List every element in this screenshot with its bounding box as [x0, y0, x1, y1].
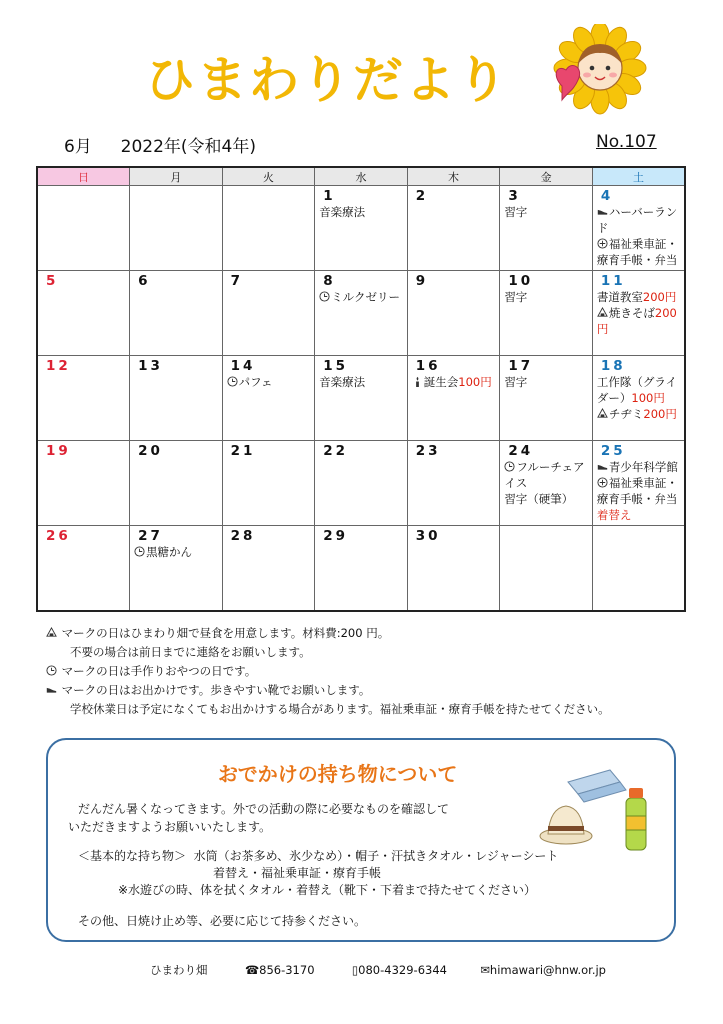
outing-items-illustration-icon: [538, 758, 658, 858]
box-basics: [78, 848, 558, 899]
day-number: 1: [323, 188, 336, 204]
note-lunch-2: [46, 643, 610, 662]
calendar-day-cell: [592, 526, 685, 612]
weekday-header: 水: [315, 167, 408, 186]
calendar-event: [597, 507, 680, 523]
footer-mobile: 080-4329-6344: [358, 963, 447, 977]
clock-icon: [504, 461, 515, 472]
calendar-event: [597, 289, 680, 305]
calendar-week-row: [37, 526, 685, 612]
footer-email: himawari@hnw.or.jp: [489, 963, 606, 977]
day-number: 25: [600, 443, 626, 459]
calendar-event: [319, 289, 403, 305]
footer-phone: 856-3170: [259, 963, 315, 977]
calendar-event: [504, 374, 588, 390]
event-text: フルーチェアイス: [504, 460, 585, 490]
calendar-day-cell: [130, 271, 223, 356]
event-price: 200円: [643, 407, 677, 421]
calendar-day-cell: [315, 356, 408, 441]
calendar-week-row: [37, 271, 685, 356]
day-number: 10: [508, 273, 534, 289]
weekday-header: 月: [130, 167, 223, 186]
day-number: 21: [230, 443, 256, 459]
note-outing-2: [46, 700, 610, 719]
newsletter-title: ひまわりだより: [145, 51, 509, 109]
event-text: ハーバーランド: [596, 205, 678, 235]
day-number: 20: [138, 443, 163, 459]
day-number: 24: [508, 443, 534, 459]
calendar-day-cell: [500, 271, 593, 356]
calendar-event: [597, 459, 680, 475]
calendar-day-cell: [222, 526, 315, 612]
calendar-day-cell: [592, 441, 685, 526]
calendar-day-cell: [315, 271, 408, 356]
mail-icon: ✉: [480, 963, 490, 977]
event-text: 音楽療法: [319, 375, 366, 389]
day-number: 26: [46, 528, 71, 544]
day-number: 5: [46, 273, 59, 289]
calendar-day-cell: [222, 271, 315, 356]
welfare-mark-icon: [597, 238, 608, 249]
day-number: 7: [230, 273, 244, 289]
day-number: 8: [323, 273, 336, 289]
calendar-event: [134, 544, 218, 560]
weekday-header: 日: [37, 167, 130, 186]
basics-line-2: 着替え・福祉乗車証・療育手帳: [213, 866, 382, 880]
event-text: 書道教室: [596, 290, 643, 304]
calendar-day-cell: [500, 356, 593, 441]
candle-icon: [412, 376, 423, 387]
calendar-day-cell: [592, 356, 685, 441]
calendar-body: [37, 186, 685, 612]
note-lunch-text-2: 不要の場合は前日までに連絡をお願いします。: [70, 645, 311, 659]
calendar-event: [319, 204, 403, 220]
calendar-event: [597, 204, 680, 236]
footer-name: ひまわり畑: [150, 963, 208, 977]
issue-year: 2022年(令和4年): [120, 137, 256, 157]
calendar-event: [597, 406, 680, 422]
event-text: 福祉乗車証・療育手帳・弁当: [596, 237, 678, 267]
calendar-day-cell: [37, 441, 130, 526]
day-number: 30: [415, 528, 441, 544]
event-price: 100円: [458, 375, 492, 389]
day-number: 9: [415, 273, 429, 289]
monthly-calendar: [36, 166, 686, 612]
clock-icon: [319, 291, 330, 302]
calendar-day-cell: [222, 356, 315, 441]
issue-date-line: [64, 132, 256, 157]
calendar-event: [597, 236, 680, 268]
day-number: 15: [323, 358, 348, 374]
calendar-day-cell: [37, 526, 130, 612]
calendar-event: [504, 204, 588, 220]
box-intro-line-2: いただきますようお願いいたします。: [68, 820, 272, 834]
day-number: 11: [600, 273, 626, 289]
calendar-week-row: [37, 441, 685, 526]
welfare-mark-icon: [597, 477, 608, 488]
calendar-day-cell: [130, 441, 223, 526]
event-text: 音楽療法: [319, 205, 366, 219]
event-price: 200円: [642, 290, 677, 304]
box-closing: その他、日焼け止め等、必要に応じて持参ください。: [78, 914, 367, 928]
shoe-icon: [46, 684, 57, 695]
mobile-icon: ▯: [351, 963, 359, 977]
calendar-event: [597, 475, 680, 507]
calendar-day-cell: [407, 271, 500, 356]
day-number: 4: [600, 188, 614, 204]
box-intro-line-1: だんだん暑くなってきます。外での活動の際に必要なものを確認して: [78, 802, 450, 816]
calendar-day-cell: [407, 356, 500, 441]
day-number: 16: [415, 358, 441, 374]
calendar-day-cell: [130, 356, 223, 441]
issue-number: No.107: [596, 132, 657, 152]
calendar-day-cell: [130, 526, 223, 612]
basics-label: ＜基本的な持ち物＞: [78, 849, 187, 863]
basics-line-1: 水筒（お茶多め、氷少なめ）・帽子・汗拭きタオル・レジャーシート: [193, 849, 559, 863]
calendar-day-cell: [315, 526, 408, 612]
weekday-header-row: [37, 167, 685, 186]
day-number: 13: [138, 358, 163, 374]
event-text: 習字（硬筆）: [504, 492, 574, 506]
day-number: 14: [230, 358, 256, 374]
legend-notes: [46, 624, 610, 719]
calendar-day-cell: [222, 441, 315, 526]
shoe-icon: [597, 206, 608, 217]
calendar-day-cell: [222, 186, 315, 271]
clock-icon: [46, 665, 57, 676]
day-number: 17: [508, 358, 534, 374]
calendar-event: [319, 374, 403, 390]
calendar-event: [227, 374, 311, 390]
calendar-event: [504, 491, 588, 507]
calendar-day-cell: [407, 526, 500, 612]
day-number: 19: [46, 443, 71, 459]
event-text: 工作隊（グライダー）: [596, 375, 678, 405]
event-text: 習字: [504, 375, 528, 389]
note-lunch: [46, 624, 610, 643]
calendar-day-cell: [315, 186, 408, 271]
outing-items-box: [46, 738, 676, 942]
clock-icon: [227, 376, 238, 387]
onigiri-icon: [597, 408, 608, 419]
day-number: 22: [323, 443, 348, 459]
footer-contact: [150, 962, 670, 978]
calendar-event: [504, 289, 588, 305]
weekday-header: 火: [222, 167, 315, 186]
note-outing-text: マークの日はお出かけです。歩きやすい靴でお願いします。: [61, 683, 371, 697]
event-text: ミルクゼリー: [331, 290, 400, 304]
box-intro: [68, 800, 449, 836]
note-snack: [46, 662, 610, 681]
calendar-event: [504, 459, 588, 491]
calendar-day-cell: [315, 441, 408, 526]
note-lunch-text: マークの日はひまわり畑で昼食を用意します。材料費:200 円。: [61, 626, 390, 640]
calendar-day-cell: [500, 186, 593, 271]
sunflower-mascot-icon: [548, 24, 648, 119]
event-price: 100円: [631, 391, 665, 405]
phone-icon: ☎: [244, 963, 260, 977]
calendar-event: [597, 305, 680, 337]
calendar-day-cell: [37, 186, 130, 271]
day-number: 23: [415, 443, 441, 459]
event-text: チヂミ: [608, 407, 644, 421]
event-text: 福祉乗車証・療育手帳・弁当: [596, 476, 678, 506]
calendar-event: [597, 374, 680, 406]
issue-month: 6月: [64, 137, 92, 157]
calendar-day-cell: [500, 526, 593, 612]
calendar-event: [412, 374, 496, 390]
weekday-header: 木: [407, 167, 500, 186]
calendar-day-cell: [37, 271, 130, 356]
event-text: 焼きそば: [608, 306, 655, 320]
event-price: 200円: [596, 306, 677, 336]
day-number: 28: [230, 528, 256, 544]
note-outing: [46, 681, 610, 700]
calendar-day-cell: [592, 186, 685, 271]
event-text: 誕生会: [423, 375, 459, 389]
clock-icon: [134, 546, 145, 557]
day-number: 2: [415, 188, 429, 204]
basics-line-3: ※水遊びの時、体を拭くタオル・着替え（靴下・下着まで持たせてください）: [118, 883, 537, 897]
onigiri-icon: [597, 307, 608, 318]
event-text: 習字: [504, 290, 528, 304]
event-text: 青少年科学館: [608, 460, 678, 474]
day-number: 29: [323, 528, 348, 544]
calendar-day-cell: [130, 186, 223, 271]
day-number: 12: [46, 358, 71, 374]
box-title: おでかけの持ち物について: [218, 762, 458, 786]
event-text: パフェ: [238, 375, 273, 389]
event-text: 着替え: [596, 508, 632, 522]
calendar-day-cell: [37, 356, 130, 441]
event-text: 黒糖かん: [146, 545, 193, 559]
onigiri-icon: [46, 627, 57, 638]
note-outing-text-2: 学校休業日は予定になくてもお出かけする場合があります。福祉乗車証・療育手帳を持たせてください。: [70, 702, 610, 716]
day-number: 27: [138, 528, 163, 544]
day-number: 18: [600, 358, 626, 374]
calendar-day-cell: [407, 186, 500, 271]
calendar-day-cell: [407, 441, 500, 526]
calendar-day-cell: [500, 441, 593, 526]
shoe-icon: [597, 461, 608, 472]
note-snack-text: マークの日は手作りおやつの日です。: [61, 664, 257, 678]
calendar-day-cell: [592, 271, 685, 356]
weekday-header: 土: [592, 167, 685, 186]
calendar-week-row: [37, 356, 685, 441]
day-number: 3: [508, 188, 521, 204]
calendar-week-row: [37, 186, 685, 271]
weekday-header: 金: [500, 167, 593, 186]
event-text: 習字: [504, 205, 528, 219]
day-number: 6: [138, 273, 151, 289]
